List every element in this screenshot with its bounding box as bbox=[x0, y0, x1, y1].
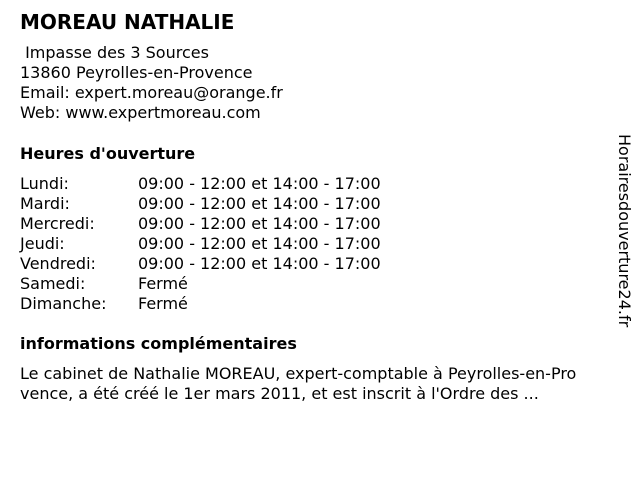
day-hours: 09:00 - 12:00 et 14:00 - 17:00 bbox=[138, 174, 381, 193]
site-watermark: Horairesdouverture24.fr bbox=[615, 134, 634, 328]
email-line: Email: expert.moreau@orange.fr bbox=[20, 83, 283, 102]
day-hours: 09:00 - 12:00 et 14:00 - 17:00 bbox=[138, 254, 381, 273]
day-hours: Fermé bbox=[138, 294, 188, 313]
hours-row-jeudi bbox=[20, 234, 381, 254]
day-label: Mardi: bbox=[20, 194, 70, 213]
day-label: Jeudi: bbox=[20, 234, 65, 253]
day-label: Samedi: bbox=[20, 274, 86, 293]
description-line-2: vence, a été créé le 1er mars 2011, et est inscrit à l'Ordre des ... bbox=[20, 384, 539, 403]
hours-row-mardi bbox=[20, 194, 381, 214]
day-hours: 09:00 - 12:00 et 14:00 - 17:00 bbox=[138, 194, 381, 213]
info-heading: informations complémentaires bbox=[20, 334, 297, 353]
hours-table bbox=[20, 174, 381, 314]
business-description bbox=[20, 364, 630, 404]
day-hours: 09:00 - 12:00 et 14:00 - 17:00 bbox=[138, 234, 381, 253]
day-hours: 09:00 - 12:00 et 14:00 - 17:00 bbox=[138, 214, 381, 233]
day-label: Dimanche: bbox=[20, 294, 107, 313]
address-block bbox=[20, 43, 283, 123]
hours-row-lundi bbox=[20, 174, 381, 194]
web-line: Web: www.expertmoreau.com bbox=[20, 103, 261, 122]
business-name: MOREAU NATHALIE bbox=[20, 10, 235, 34]
day-label: Vendredi: bbox=[20, 254, 96, 273]
street-address: Impasse des 3 Sources bbox=[20, 43, 209, 62]
hours-heading: Heures d'ouverture bbox=[20, 144, 196, 163]
hours-row-mercredi bbox=[20, 214, 381, 234]
day-label: Lundi: bbox=[20, 174, 69, 193]
city-address: 13860 Peyrolles-en-Provence bbox=[20, 63, 253, 82]
description-line-1: Le cabinet de Nathalie MOREAU, expert-comptable à Peyrolles-en-Pro bbox=[20, 364, 577, 383]
day-hours: Fermé bbox=[138, 274, 188, 293]
hours-row-samedi bbox=[20, 274, 381, 294]
hours-row-vendredi bbox=[20, 254, 381, 274]
hours-row-dimanche bbox=[20, 294, 381, 314]
day-label: Mercredi: bbox=[20, 214, 95, 233]
